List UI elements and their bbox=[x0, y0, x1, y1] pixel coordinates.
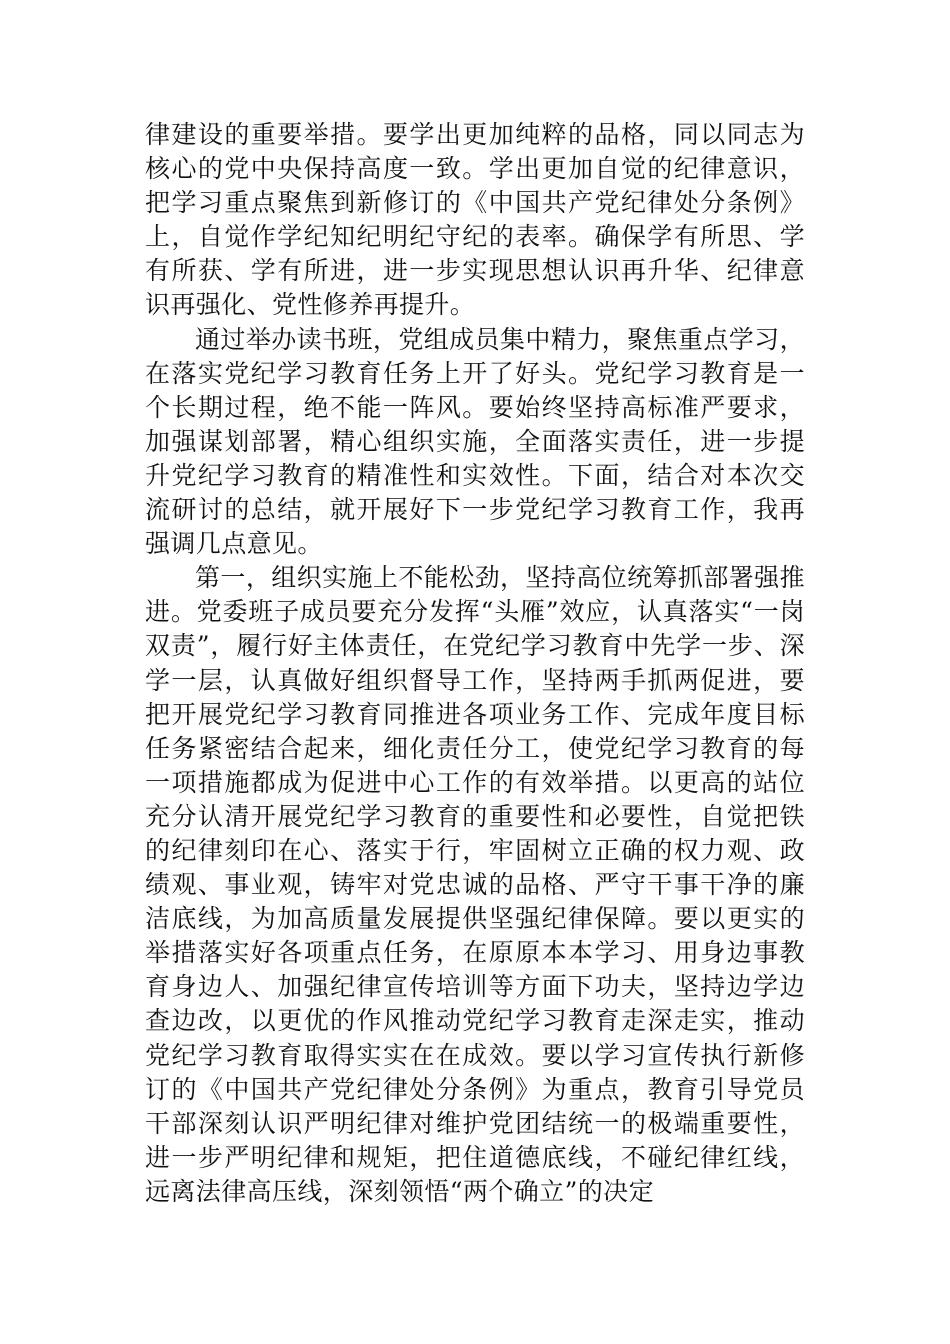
document-page bbox=[145, 118, 805, 1209]
paragraph-reading-class: 通过举办读书班，党组成员集中精力，聚焦重点学习，在落实党纪学习教育任务上开了好头。党纪学习教育是一个长期过程，绝不能一阵风。要始终坚持高标准严要求，加强谋划部署，精心组织实施，全面落实责任，进一步提升党纪学习教育的精准性和实效性。下面，结合对本次交流研讨的总结，就开展好下一步党纪学习教育工作，我再强调几点意见。 bbox=[145, 324, 805, 559]
paragraph-continuation: 律建设的重要举措。要学出更加纯粹的品格，同以同志为核心的党中央保持高度一致。学出更加自觉的纪律意识，把学习重点聚焦到新修订的《中国共产党纪律处分条例》上，自觉作学纪知纪明纪守纪的表率。确保学有所思、学有所获、学有所进，进一步实现思想认识再升华、纪律意识再强化、党性修养再提升。 bbox=[145, 120, 805, 320]
paragraph-point-one: 第一，组织实施上不能松劲，坚持高位统筹抓部署强推进。党委班子成员要充分发挥“头雁”效应，认真落实“一岗双责”，履行好主体责任，在党纪学习教育中先学一步、深学一层，认真做好组织督导工作，坚持两手抓两促进，要把开展党纪学习教育同推进各项业务工作、完成年度目标任务紧密结合起来，细化责任分工，使党纪学习教育的每一项措施都成为促进中心工作的有效举措。以更高的站位充分认清开展党纪学习教育的重要性和必要性，自觉把铁的纪律刻印在心、落实于行，牢固树立正确的权力观、政绩观、事业观，铸牢对党忠诚的品格、严守干事干净的廉洁底线，为加高质量发展提供坚强纪律保障。要以更实的举措落实好各项重点任务，在原原本本学习、用身边事教育身边人、加强纪律宣传培训等方面下功夫，坚持边学边查边改，以更优的作风推动党纪学习教育走深走实，推动党纪学习教育取得实实在在成效。要以学习宣传执行新修订的《中国共产党纪律处分条例》为重点，教育引导党员干部深刻认识严明纪律对维护党团结统一的极端重要性，进一步严明纪律和规矩，把住道德底线，不碰纪律红线，远离法律高压线，深刻领悟“两个确立”的决定 bbox=[145, 563, 805, 1206]
